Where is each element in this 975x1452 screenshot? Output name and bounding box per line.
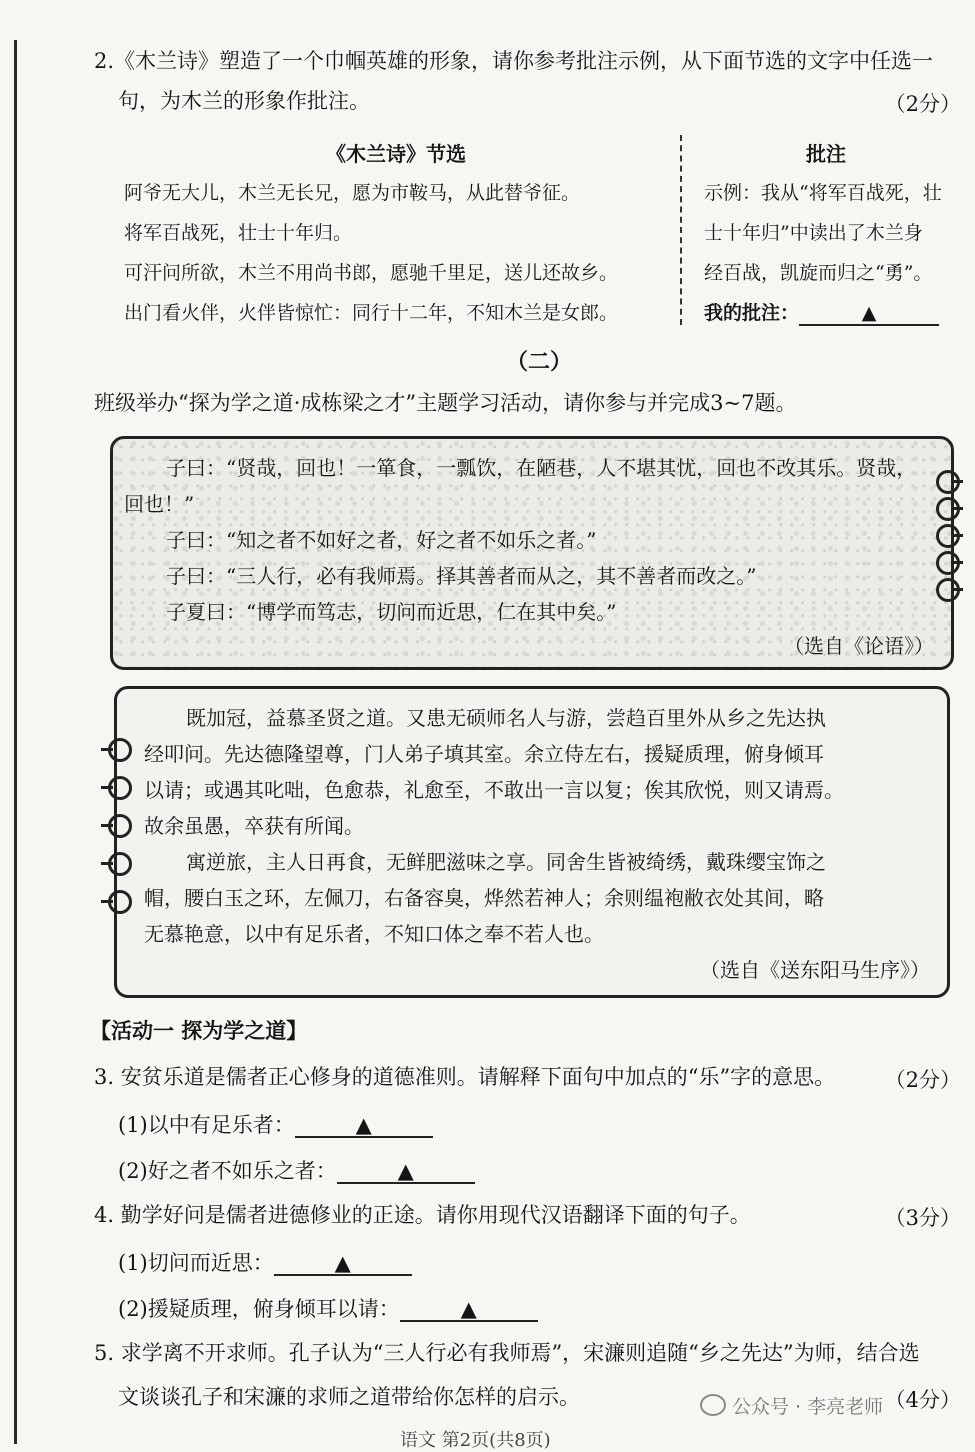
q4-item1 [118, 1240, 412, 1286]
q4-text: 4. 勤学好问是儒者进德修业的正途。请你用现代汉语翻译下面的句子。 [94, 1203, 751, 1227]
q5-line1: 5. 求学离不开求师。孔子认为“三人行必有我师焉”，宋濂则追随“乡之先达”为师，结合选 [94, 1341, 920, 1365]
q4-item2 [118, 1286, 538, 1332]
analects-line: 子夏曰：“博学而笃志，切问而近思，仁在其中矣。” [166, 600, 617, 624]
songlian-line: 经叩问。先达德隆望尊，门人弟子填其室。余立侍左右，援疑质理，俯身倾耳 [144, 742, 824, 766]
triangle-icon: ▲ [355, 1113, 372, 1137]
songlian-line: 以请；或遇其叱咄，色愈恭，礼愈至，不敢出一言以复；俟其欣悦，则又请焉。 [144, 778, 844, 802]
q3-item2-label: (2)好之者不如乐之者： [118, 1159, 337, 1183]
binder-ring-icon [108, 776, 132, 800]
q5-line2: 文谈谈孔子和宋濂的求师之道带给你怎样的启示。 [118, 1385, 580, 1409]
my-annotation [704, 298, 939, 326]
triangle-icon: ▲ [334, 1251, 351, 1275]
annotation-line: 示例：我从“将军百战死，壮 [704, 182, 942, 204]
binder-ring-icon [108, 814, 132, 838]
analects-source: （选自《论语》） [784, 634, 934, 658]
poem-line: 阿爷无大儿，木兰无长兄，愿为市鞍马，从此替爷征。 [124, 182, 581, 204]
q3-item1-label: (1)以中有足乐者： [118, 1113, 295, 1137]
songlian-line: 故余虽愚，卒获有所闻。 [144, 814, 364, 838]
q3-item2 [118, 1148, 475, 1194]
annotation-line: 士十年归”中读出了木兰身 [704, 222, 923, 244]
poem-title: 《木兰诗》节选 [326, 142, 466, 166]
section-intro: 班级举办“探为学之道·成栋梁之才”主题学习活动，请你参与并完成3~7题。 [94, 391, 797, 415]
annotation-title: 批注 [806, 142, 846, 166]
q5-score: （4分） [884, 1388, 961, 1412]
songlian-line: 无慕艳意，以中有足乐者，不知口体之奉不若人也。 [144, 922, 604, 946]
answer-blank[interactable] [295, 1114, 433, 1138]
triangle-icon: ▲ [460, 1297, 477, 1321]
answer-blank[interactable] [274, 1252, 412, 1276]
q4-score: （3分） [884, 1206, 961, 1230]
binder-ring-icon [936, 578, 960, 602]
binder-ring-icon [936, 497, 960, 521]
q2-score: （2分） [884, 92, 961, 116]
binder-ring-icon [108, 852, 132, 876]
analects-line: 子曰：“知之者不如好之者，好之者不如乐之者。” [166, 528, 597, 552]
q3-item1 [118, 1102, 433, 1148]
songlian-box [114, 686, 950, 998]
my-annotation-label: 我的批注： [704, 302, 800, 324]
q2-line2: 句，为木兰的形象作批注。 [118, 89, 370, 113]
songlian-source: （选自《送东阳马生序》） [700, 958, 930, 982]
triangle-icon: ▲ [861, 302, 877, 324]
answer-blank[interactable] [799, 302, 939, 326]
analects-line: 子曰：“贤哉，回也！一箪食，一瓢饮，在陋巷，人不堪其忧，回也不改其乐。贤哉， [166, 456, 917, 480]
section-heading: （二） [506, 349, 573, 375]
annotation-line: 经百战，凯旋而归之“勇”。 [704, 262, 933, 284]
binder-ring-icon [108, 738, 132, 762]
answer-blank[interactable] [337, 1160, 475, 1184]
q4-item2-label: (2)援疑质理，俯身倾耳以请： [118, 1297, 400, 1321]
poem-line: 出门看火伴，火伴皆惊忙：同行十二年，不知木兰是女郎。 [124, 302, 619, 324]
activity-title: 【活动一 探为学之道】 [90, 1018, 308, 1043]
songlian-line: 帽，腰白玉之环，左佩刀，右备容臭，烨然若神人；余则缊袍敝衣处其间，略 [144, 886, 824, 910]
watermark [700, 1392, 883, 1419]
wechat-icon [700, 1394, 726, 1416]
triangle-icon: ▲ [397, 1159, 414, 1183]
q4-item1-label: (1)切问而近思： [118, 1251, 274, 1275]
analects-line: 子曰：“三人行，必有我师焉。择其善者而从之，其不善者而改之。” [166, 564, 757, 588]
binder-ring-icon [936, 551, 960, 575]
answer-blank[interactable] [400, 1298, 538, 1322]
songlian-line: 寓逆旅，主人日再食，无鲜肥滋味之享。同舍生皆被绮绣，戴珠缨宝饰之 [186, 850, 826, 874]
analects-line: 回也！” [124, 492, 195, 516]
binder-ring-icon [936, 524, 960, 548]
page-footer: 语文 第2页(共8页) [400, 1430, 551, 1451]
q3-text: 3. 安贫乐道是儒者正心修身的道德准则。请解释下面句中加点的“乐”字的意思。 [94, 1065, 836, 1089]
songlian-line: 既加冠，益慕圣贤之道。又患无硕师名人与游，尝趋百里外从乡之先达执 [186, 706, 826, 730]
watermark-text: 公众号 · 李亮老师 [732, 1396, 884, 1418]
q3-score: （2分） [884, 1068, 961, 1092]
margin-line [14, 40, 17, 1444]
poem-line: 将军百战死，壮士十年归。 [124, 222, 353, 244]
binder-ring-icon [108, 890, 132, 914]
poem-line: 可汗问所欲，木兰不用尚书郎，愿驰千里足，送儿还故乡。 [124, 262, 619, 284]
binder-ring-icon [936, 470, 960, 494]
q2-line1: 2.《木兰诗》塑造了一个巾帼英雄的形象，请你参考批注示例，从下面节选的文字中任选一 [94, 49, 934, 73]
column-divider [680, 135, 682, 325]
